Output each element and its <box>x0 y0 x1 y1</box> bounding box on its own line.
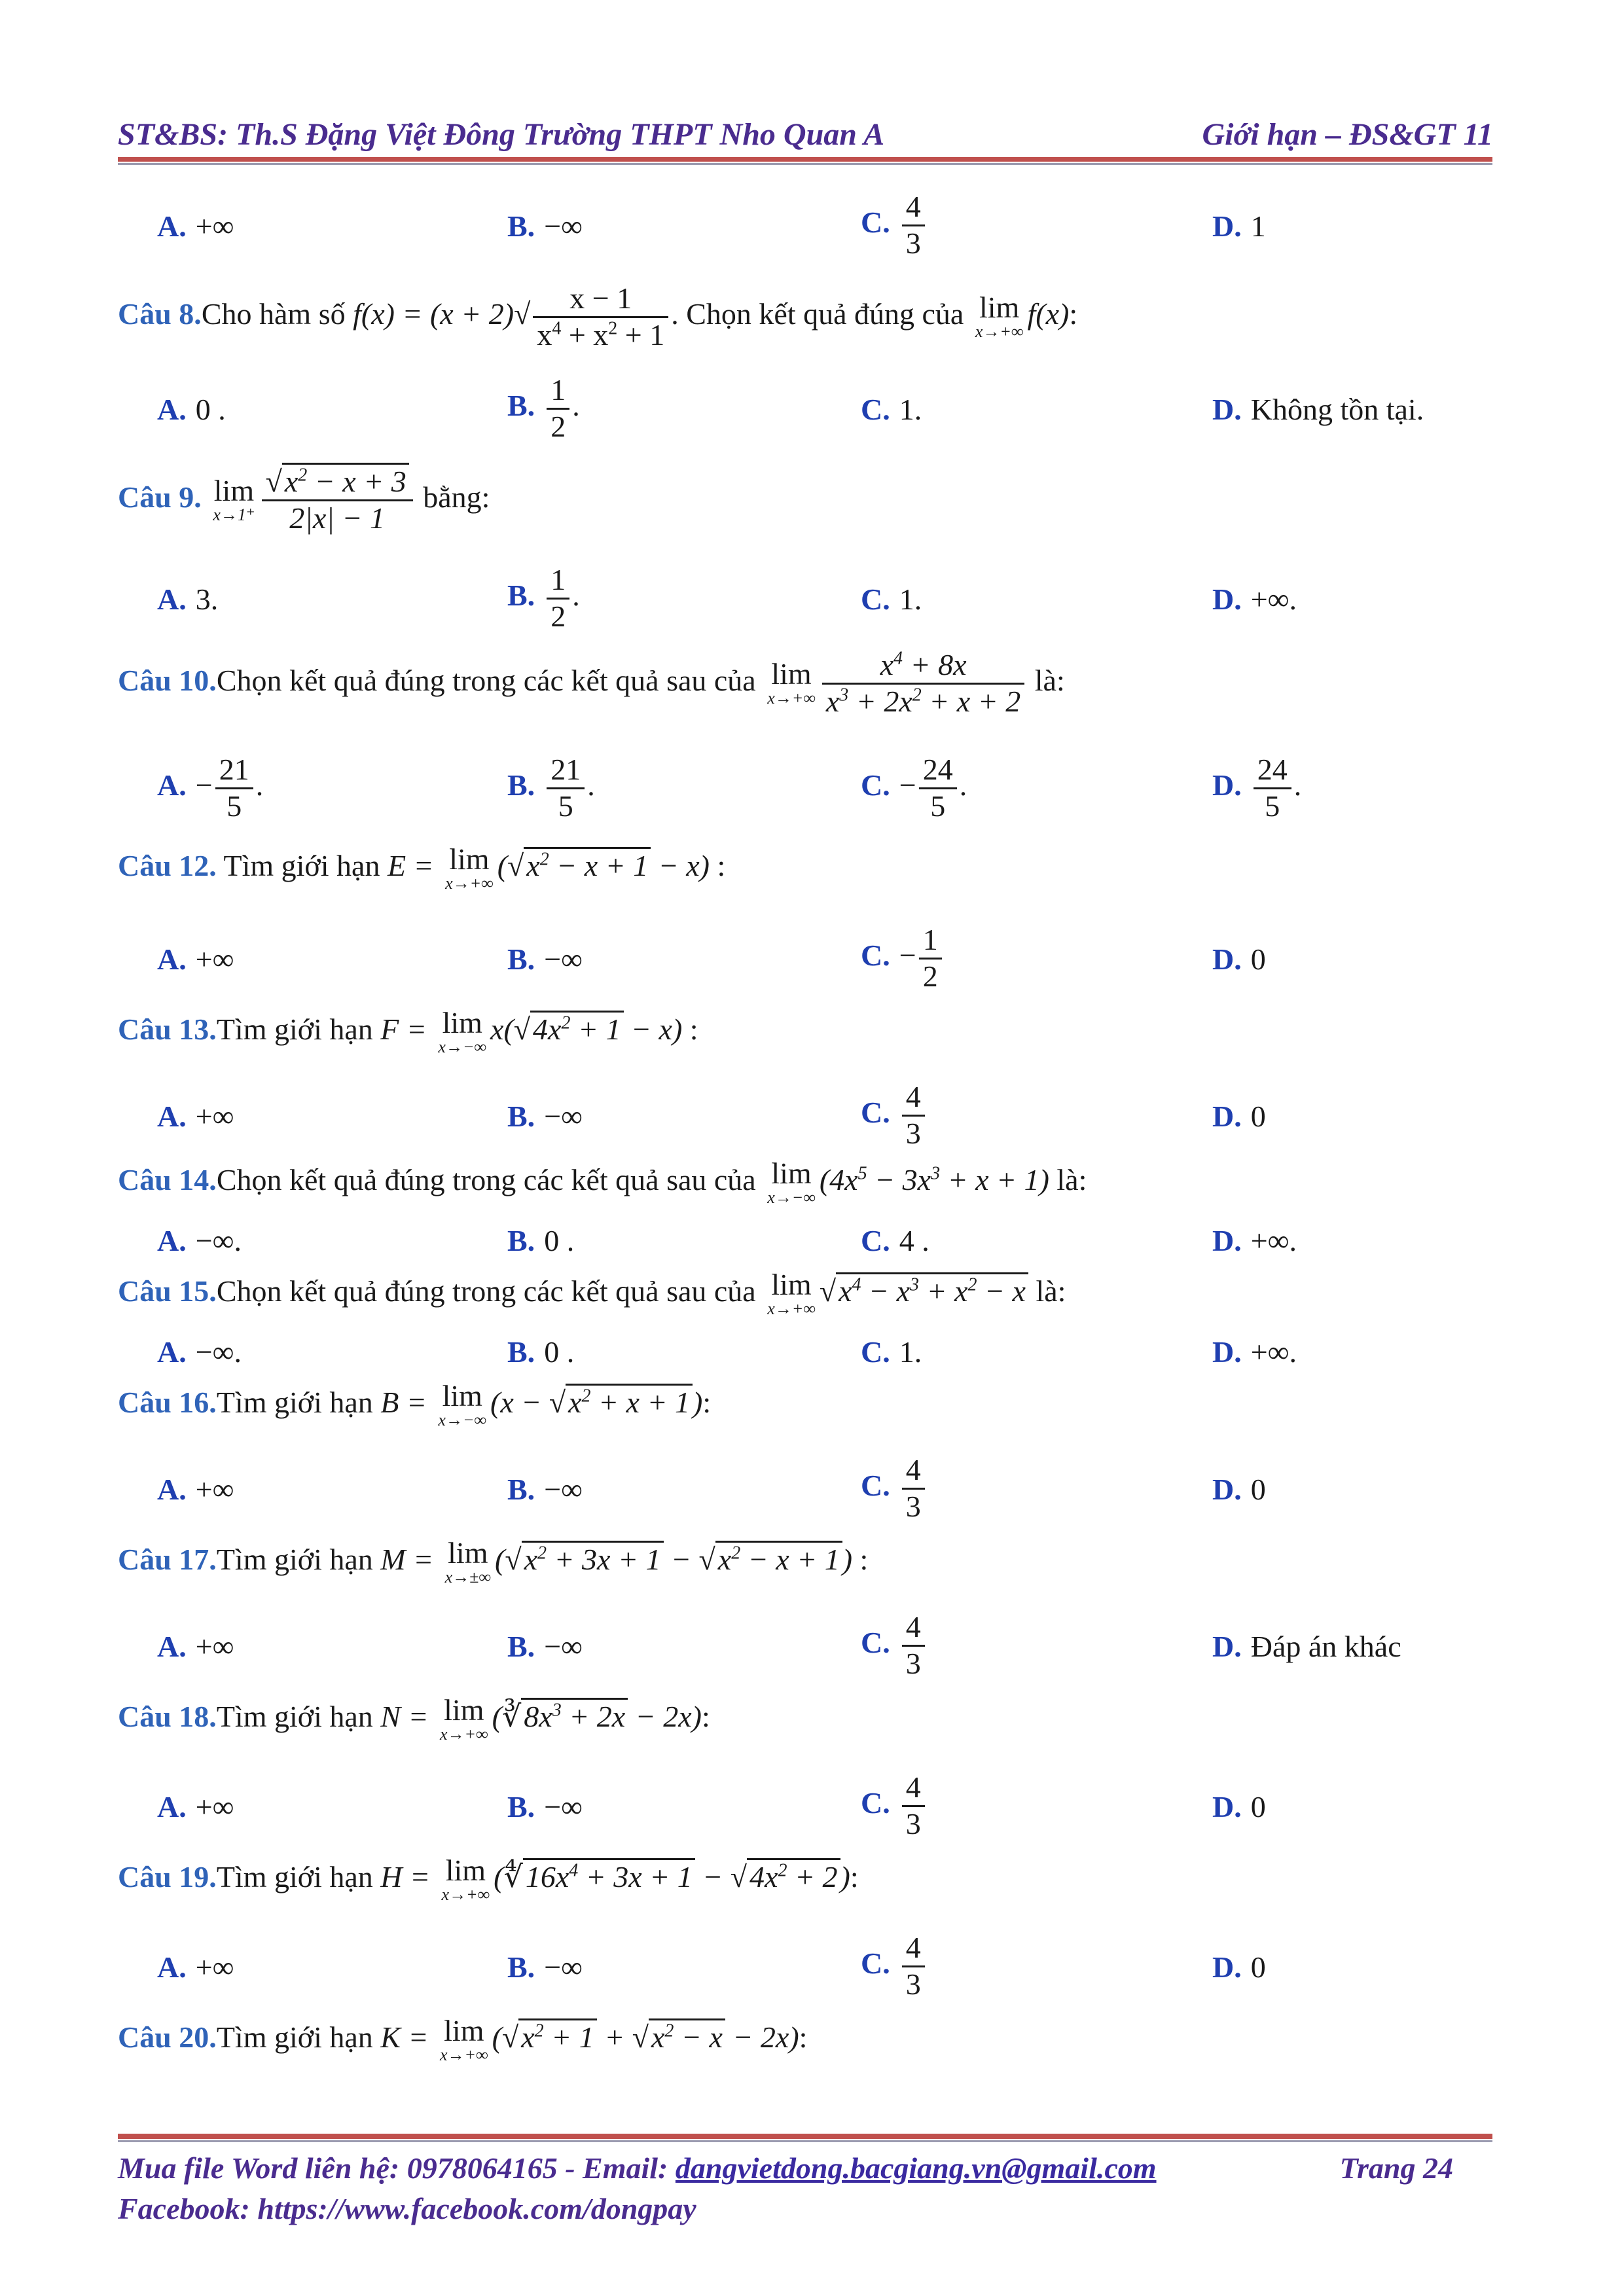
q12-option-d[interactable]: D. 0 <box>1212 942 1266 976</box>
question-9: Câu 9. lim x→1⁺ $\frac{√x^2 - x + 3}{2|x| - 1}$ bằng: <box>118 465 1492 536</box>
q15-option-a[interactable]: A. −∞. <box>157 1335 242 1369</box>
q18-option-b[interactable]: B. −∞ <box>507 1790 583 1823</box>
q14-option-b[interactable]: B. 0 . <box>507 1224 575 1257</box>
q19-option-c[interactable]: C. $\frac{4}{3}$ <box>861 1931 928 2002</box>
q8-options <box>157 373 1492 465</box>
q17-option-a[interactable]: A. +∞ <box>157 1630 234 1663</box>
question-8: Câu 8.Cho hàm số f(x) = (x + 2)√ $\frac{x - 1}{x^4 + x^2 + 1}$ . Chọn kết quả đúng của lim x→+∞ f(x): <box>118 281 1078 351</box>
footer-facebook[interactable]: Facebook: https://www.facebook.com/dongpay <box>118 2192 696 2226</box>
q16-option-d[interactable]: D. 0 <box>1212 1473 1266 1506</box>
q13-option-d[interactable]: D. 0 <box>1212 1100 1266 1133</box>
page-number: Trang 24 <box>1339 2151 1453 2185</box>
q18-option-a[interactable]: A. +∞ <box>157 1790 234 1823</box>
q18-option-c[interactable]: C. $\frac{4}{3}$ <box>861 1770 928 1842</box>
q9-option-d[interactable]: D. +∞. <box>1212 583 1297 616</box>
question-12: Câu 12. Tìm giới hạn E = lim x→+∞ $(√x^2 - x + 1 - x)$ : <box>118 842 726 893</box>
q13-option-b[interactable]: B. −∞ <box>507 1100 583 1133</box>
q17-option-c[interactable]: C. $\frac{4}{3}$ <box>861 1610 928 1681</box>
question-19: Câu 19.Tìm giới hạn H = lim x→+∞ $(∜16x^4 + 3x + 1 - √4x^2 + 2)$: <box>118 1854 859 1904</box>
q12-option-c[interactable]: C. − $\frac{1}{2}$ <box>861 923 945 994</box>
page-header <box>118 110 1493 162</box>
q18-options <box>157 1770 1492 1862</box>
q9-option-b[interactable]: B. $\frac{1}{2}$ . <box>507 563 580 633</box>
q7-options <box>157 190 1492 281</box>
footer-rule <box>118 2134 1492 2143</box>
question-13: Câu 13.Tìm giới hạn F = lim x→−∞ $x(√4x^2 + 1 - x)$ : <box>118 1006 698 1056</box>
q16-option-b[interactable]: B. −∞ <box>507 1473 583 1506</box>
q12-option-b[interactable]: B. −∞ <box>507 942 583 976</box>
q16-options <box>157 1453 1492 1545</box>
q10-option-c[interactable]: C. − $\frac{24}{5}$ . <box>861 753 967 823</box>
question-18: Câu 18.Tìm giới hạn N = lim x→+∞ $(∛8x^3 + 2x - 2x)$: <box>118 1693 710 1744</box>
q14-option-c[interactable]: C. 4 . <box>861 1224 929 1257</box>
q7-option-d[interactable]: D. 1 <box>1212 209 1266 243</box>
q10-option-a[interactable]: A. − $\frac{21}{5}$ . <box>157 753 264 823</box>
q7-option-a[interactable]: A. +∞ <box>157 209 234 243</box>
q19-option-a[interactable]: A. +∞ <box>157 1950 234 1984</box>
q10-options <box>157 753 1492 825</box>
q19-options <box>157 1931 1492 2022</box>
q15-option-c[interactable]: C. 1. <box>861 1335 922 1369</box>
q7-option-b[interactable]: B. −∞ <box>507 209 583 243</box>
q13-option-c[interactable]: C. $\frac{4}{3}$ <box>861 1080 928 1151</box>
q8-option-c[interactable]: C. 1. <box>861 393 922 426</box>
q7-option-c[interactable]: C. $\frac{4}{3}$ <box>861 190 928 261</box>
header-topic: Giới hạn – ĐS&GT 11 <box>1202 117 1493 152</box>
q15-option-d[interactable]: D. +∞. <box>1212 1335 1297 1369</box>
q17-option-d[interactable]: D. Đáp án khác <box>1212 1630 1401 1663</box>
q12-options <box>157 923 1492 1014</box>
q15-option-b[interactable]: B. 0 . <box>507 1335 575 1369</box>
q14-option-d[interactable]: D. +∞. <box>1212 1224 1297 1257</box>
q9-option-c[interactable]: C. 1. <box>861 583 922 616</box>
q17-option-b[interactable]: B. −∞ <box>507 1630 583 1663</box>
q8-label: Câu 8. <box>118 296 202 331</box>
q18-option-d[interactable]: D. 0 <box>1212 1790 1266 1823</box>
question-10: Câu 10.Chọn kết quả đúng trong các kết quả sau của lim x→+∞ $\frac{x^4 + 8x}{x^3 + 2x^2 + x + 2}$ là: <box>118 648 1065 718</box>
q12-option-a[interactable]: A. +∞ <box>157 942 234 976</box>
q8-function: f(x) = (x + 2)√ $\frac{x - 1}{x^4 + x^2 + 1}$ <box>353 297 671 331</box>
question-15: Câu 15.Chọn kết quả đúng trong các kết quả sau của lim x→+∞ $√x^4 - x^3 + x^2 - x$ là: <box>118 1268 1066 1318</box>
q16-option-a[interactable]: A. +∞ <box>157 1473 234 1506</box>
question-17: Câu 17.Tìm giới hạn M = lim x→±∞ $(√x^2 + 3x + 1 - √x^2 - x + 1)$ : <box>118 1536 869 1587</box>
q10-option-b[interactable]: B. $\frac{21}{5}$ . <box>507 753 595 823</box>
header-rule <box>118 157 1492 165</box>
q8-option-b[interactable]: B. $\frac{1}{2}$ . <box>507 373 580 443</box>
question-16: Câu 16.Tìm giới hạn B = lim x→−∞ $(x - √x^2 + x + 1)$: <box>118 1379 712 1429</box>
q14-option-a[interactable]: A. −∞. <box>157 1224 242 1257</box>
q19-option-b[interactable]: B. −∞ <box>507 1950 583 1984</box>
q17-options <box>157 1610 1492 1702</box>
header-author: ST&BS: Th.S Đặng Việt Đông Trường THPT Nho Quan A <box>118 117 885 152</box>
q13-option-a[interactable]: A. +∞ <box>157 1100 234 1133</box>
q9-option-a[interactable]: A. 3. <box>157 583 219 616</box>
q10-option-d[interactable]: D. $\frac{24}{5}$ . <box>1212 753 1302 823</box>
q16-option-c[interactable]: C. $\frac{4}{3}$ <box>861 1453 928 1524</box>
q19-option-d[interactable]: D. 0 <box>1212 1950 1266 1984</box>
question-14: Câu 14.Chọn kết quả đúng trong các kết quả sau của lim x→−∞ $(4x^5 - 3x^3 + x + 1)$ là: <box>118 1157 1087 1207</box>
q8-option-a[interactable]: A. 0 . <box>157 393 226 426</box>
page-footer: Mua file Word liên hệ: 0978064165 - Email: dangvietdong.bacgiang.vn@gmail.com Trang 24 Facebook: https://www.facebook.com/dongpay <box>118 2148 1492 2229</box>
q8-option-d[interactable]: D. Không tồn tại. <box>1212 393 1424 426</box>
footer-email-link[interactable]: dangvietdong.bacgiang.vn@gmail.com <box>675 2151 1157 2185</box>
q9-options <box>157 563 1492 655</box>
question-20: Câu 20.Tìm giới hạn K = lim x→+∞ $(√x^2 + 1 + √x^2 - x - 2x)$: <box>118 2014 808 2064</box>
